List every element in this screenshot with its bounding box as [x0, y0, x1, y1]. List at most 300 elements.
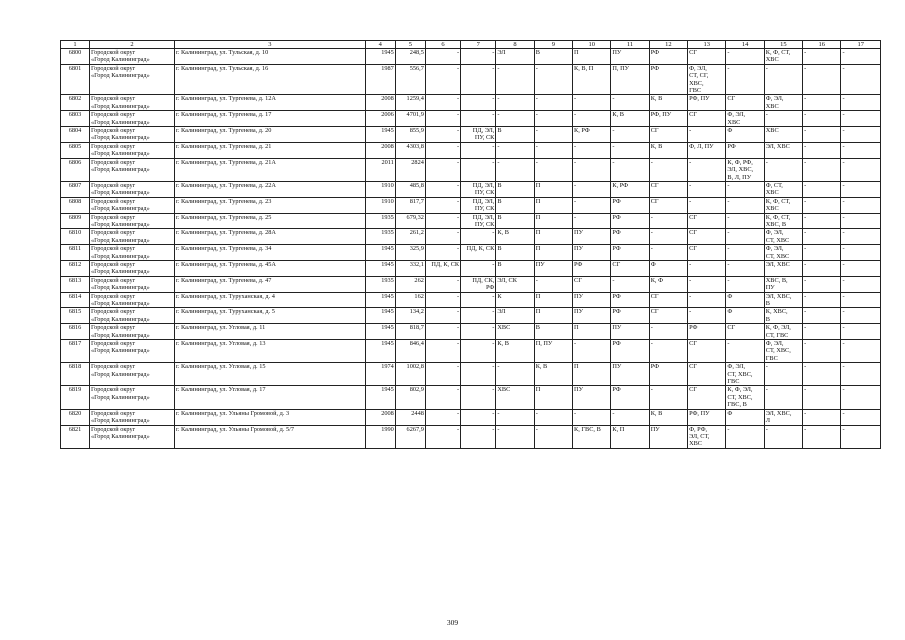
col15-cell: К, ХВС, В	[764, 308, 802, 324]
col13-cell: -	[688, 158, 726, 181]
column-number-header: 7	[461, 41, 496, 49]
col8-cell: В	[496, 213, 534, 229]
build-year-cell: 1974	[365, 363, 395, 386]
col10-cell: -	[573, 95, 611, 111]
area-cell: 679,32	[395, 213, 425, 229]
col6-cell: -	[425, 363, 460, 386]
col12-cell: ПУ	[649, 425, 687, 448]
col14-cell: Ф	[726, 127, 764, 143]
col8-cell: -	[496, 363, 534, 386]
col16-cell: -	[803, 111, 841, 127]
col17-cell: -	[841, 111, 881, 127]
area-cell: 818,7	[395, 324, 425, 340]
col10-cell: РФ	[573, 260, 611, 276]
col14-cell: Ф, ЭЛ, ХВС	[726, 111, 764, 127]
col15-cell: ЭЛ, ХВС, Л	[764, 409, 802, 425]
col6-cell: -	[425, 181, 460, 197]
col13-cell: -	[688, 308, 726, 324]
col9-cell: -	[534, 425, 572, 448]
col7-cell: -	[461, 308, 496, 324]
col10-cell: ПУ	[573, 308, 611, 324]
col11-cell: К, РФ	[611, 181, 649, 197]
row-id-cell: 6803	[61, 111, 90, 127]
col11-cell: ПУ	[611, 363, 649, 386]
col13-cell: -	[688, 292, 726, 308]
col9-cell: -	[534, 95, 572, 111]
col11-cell: СГ	[611, 260, 649, 276]
row-id-cell: 6814	[61, 292, 90, 308]
col6-cell: -	[425, 340, 460, 363]
col17-cell: -	[841, 181, 881, 197]
col6-cell: -	[425, 197, 460, 213]
table-row	[61, 127, 881, 143]
build-year-cell: 1945	[365, 245, 395, 261]
col10-cell: ПУ	[573, 245, 611, 261]
table-row	[61, 245, 881, 261]
col12-cell: К, В	[649, 95, 687, 111]
col16-cell: -	[803, 340, 841, 363]
area-cell: 262	[395, 276, 425, 292]
row-id-cell: 6810	[61, 229, 90, 245]
col10-cell: -	[573, 111, 611, 127]
col6-cell: -	[425, 95, 460, 111]
column-number-header: 11	[611, 41, 649, 49]
municipality-cell: Городской округ «Город Калининград»	[90, 213, 175, 229]
col14-cell: -	[726, 181, 764, 197]
col16-cell: -	[803, 245, 841, 261]
address-cell: г. Калининград, ул. Тургенева, д. 45А	[175, 260, 366, 276]
col15-cell: К, Ф, СТ, ХВС	[764, 49, 802, 65]
area-cell: 1002,8	[395, 363, 425, 386]
col16-cell: -	[803, 276, 841, 292]
col13-cell: СГ	[688, 111, 726, 127]
col8-cell: К, В	[496, 229, 534, 245]
col9-cell: П	[534, 229, 572, 245]
col8-cell: В	[496, 260, 534, 276]
col12-cell: К, В	[649, 409, 687, 425]
address-cell: г. Калининград, ул. Тургенева, д. 21А	[175, 158, 366, 181]
column-number-header: 10	[573, 41, 611, 49]
municipality-cell: Городской округ «Город Калининград»	[90, 260, 175, 276]
col11-cell: К, В	[611, 111, 649, 127]
col10-cell: -	[573, 158, 611, 181]
col8-cell: ЭЛ	[496, 308, 534, 324]
row-id-cell: 6816	[61, 324, 90, 340]
col8-cell: ХВС	[496, 324, 534, 340]
col11-cell: ПУ	[611, 49, 649, 65]
col15-cell: К, Ф, СТ, ХВС, В	[764, 213, 802, 229]
col10-cell: К, В, П	[573, 64, 611, 95]
col17-cell: -	[841, 308, 881, 324]
col7-cell: -	[461, 260, 496, 276]
col16-cell: -	[803, 95, 841, 111]
col11-cell: П, ПУ	[611, 64, 649, 95]
col17-cell: -	[841, 197, 881, 213]
col7-cell: -	[461, 409, 496, 425]
col17-cell: -	[841, 324, 881, 340]
col17-cell: -	[841, 276, 881, 292]
row-id-cell: 6812	[61, 260, 90, 276]
col10-cell: -	[573, 409, 611, 425]
column-number-header: 5	[395, 41, 425, 49]
address-cell: г. Калининград, ул. Тургенева, д. 25	[175, 213, 366, 229]
municipality-cell: Городской округ «Город Калининград»	[90, 197, 175, 213]
col17-cell: -	[841, 142, 881, 158]
col15-cell: -	[764, 363, 802, 386]
build-year-cell: 2006	[365, 111, 395, 127]
col13-cell: РФ, ПУ	[688, 409, 726, 425]
row-id-cell: 6807	[61, 181, 90, 197]
register-table	[60, 40, 881, 449]
address-cell: г. Калининград, ул. Угловая, д. 17	[175, 386, 366, 409]
col17-cell: -	[841, 386, 881, 409]
address-cell: г. Калининград, ул. Тульская, д. 10	[175, 49, 366, 65]
col11-cell: -	[611, 95, 649, 111]
col12-cell: РФ, ПУ	[649, 111, 687, 127]
col7-cell: ПД, ЭЛ, ПУ, СК	[461, 181, 496, 197]
area-cell: 261,2	[395, 229, 425, 245]
col14-cell: -	[726, 197, 764, 213]
col9-cell: П	[534, 181, 572, 197]
table-row	[61, 276, 881, 292]
col13-cell: СГ	[688, 213, 726, 229]
municipality-cell: Городской округ «Город Калининград»	[90, 95, 175, 111]
col14-cell: -	[726, 425, 764, 448]
col6-cell: -	[425, 64, 460, 95]
col9-cell: -	[534, 64, 572, 95]
col14-cell: -	[726, 276, 764, 292]
col10-cell: ПУ	[573, 292, 611, 308]
col12-cell: К, В	[649, 142, 687, 158]
col13-cell: СГ	[688, 363, 726, 386]
col11-cell: РФ	[611, 308, 649, 324]
table-row	[61, 142, 881, 158]
col17-cell: -	[841, 245, 881, 261]
build-year-cell: 1935	[365, 276, 395, 292]
col13-cell: СГ	[688, 340, 726, 363]
table-row	[61, 49, 881, 65]
address-cell: г. Калининград, ул. Тургенева, д. 28А	[175, 229, 366, 245]
col17-cell: -	[841, 64, 881, 95]
municipality-cell: Городской округ «Город Калининград»	[90, 363, 175, 386]
col13-cell: Ф, РФ, ЭЛ, СТ, ХВС	[688, 425, 726, 448]
column-number-row	[61, 41, 881, 49]
col12-cell: СГ	[649, 292, 687, 308]
col7-cell: -	[461, 324, 496, 340]
table-row	[61, 425, 881, 448]
col16-cell: -	[803, 64, 841, 95]
build-year-cell: 1935	[365, 213, 395, 229]
col14-cell: Ф	[726, 292, 764, 308]
col9-cell: П	[534, 386, 572, 409]
col8-cell: -	[496, 409, 534, 425]
col16-cell: -	[803, 425, 841, 448]
municipality-cell: Городской округ «Город Калининград»	[90, 425, 175, 448]
municipality-cell: Городской округ «Город Калининград»	[90, 111, 175, 127]
col17-cell: -	[841, 213, 881, 229]
col14-cell: Ф	[726, 308, 764, 324]
col9-cell: П	[534, 245, 572, 261]
col16-cell: -	[803, 213, 841, 229]
col6-cell: ПД, К, СК	[425, 260, 460, 276]
build-year-cell: 1990	[365, 425, 395, 448]
build-year-cell: 1945	[365, 127, 395, 143]
col8-cell: -	[496, 425, 534, 448]
table-row	[61, 158, 881, 181]
col10-cell: СГ	[573, 276, 611, 292]
col10-cell: -	[573, 213, 611, 229]
area-cell: 802,9	[395, 386, 425, 409]
col14-cell: -	[726, 213, 764, 229]
build-year-cell: 2008	[365, 95, 395, 111]
table-row	[61, 111, 881, 127]
col6-cell: -	[425, 308, 460, 324]
col6-cell: -	[425, 142, 460, 158]
col17-cell: -	[841, 49, 881, 65]
col7-cell: -	[461, 292, 496, 308]
col15-cell: Ф, ЭЛ, СТ, ХВС	[764, 245, 802, 261]
col8-cell: В	[496, 127, 534, 143]
table-row	[61, 95, 881, 111]
col6-cell: -	[425, 158, 460, 181]
area-cell: 4303,8	[395, 142, 425, 158]
column-number-header: 9	[534, 41, 572, 49]
municipality-cell: Городской округ «Город Калининград»	[90, 340, 175, 363]
table-row	[61, 409, 881, 425]
col15-cell: -	[764, 425, 802, 448]
table-row	[61, 181, 881, 197]
col6-cell: -	[425, 245, 460, 261]
municipality-cell: Городской округ «Город Калининград»	[90, 49, 175, 65]
table-row	[61, 363, 881, 386]
municipality-cell: Городской округ «Город Калининград»	[90, 181, 175, 197]
col6-cell: -	[425, 111, 460, 127]
col9-cell: -	[534, 276, 572, 292]
col11-cell: -	[611, 158, 649, 181]
col15-cell: ЭЛ, ХВС, В	[764, 292, 802, 308]
col13-cell: СГ	[688, 229, 726, 245]
col6-cell: -	[425, 229, 460, 245]
col11-cell: РФ	[611, 292, 649, 308]
col6-cell: -	[425, 49, 460, 65]
col9-cell: -	[534, 127, 572, 143]
area-cell: 2824	[395, 158, 425, 181]
col11-cell: РФ	[611, 229, 649, 245]
col12-cell: -	[649, 386, 687, 409]
col16-cell: -	[803, 292, 841, 308]
row-id-cell: 6819	[61, 386, 90, 409]
address-cell: г. Калининград, ул. Тульская, д. 16	[175, 64, 366, 95]
area-cell: 1259,4	[395, 95, 425, 111]
col9-cell: В	[534, 49, 572, 65]
col9-cell: П	[534, 197, 572, 213]
area-cell: 556,7	[395, 64, 425, 95]
build-year-cell: 2011	[365, 158, 395, 181]
col9-cell: К, В	[534, 363, 572, 386]
col15-cell: Ф, ЭЛ, СТ, ХВС, ГВС	[764, 340, 802, 363]
col12-cell: СГ	[649, 197, 687, 213]
col7-cell: -	[461, 363, 496, 386]
col11-cell: РФ	[611, 245, 649, 261]
col8-cell: ЭЛ, СК	[496, 276, 534, 292]
column-number-header: 16	[803, 41, 841, 49]
row-id-cell: 6820	[61, 409, 90, 425]
column-number-header: 4	[365, 41, 395, 49]
col14-cell: Ф, ЭЛ, СТ, ХВС, ГВС	[726, 363, 764, 386]
area-cell: 4701,9	[395, 111, 425, 127]
row-id-cell: 6802	[61, 95, 90, 111]
col7-cell: -	[461, 64, 496, 95]
col11-cell: ПУ	[611, 324, 649, 340]
col16-cell: -	[803, 229, 841, 245]
col12-cell: К, Ф	[649, 276, 687, 292]
col10-cell: П	[573, 324, 611, 340]
col9-cell: -	[534, 409, 572, 425]
row-id-cell: 6815	[61, 308, 90, 324]
area-cell: 162	[395, 292, 425, 308]
table-row	[61, 64, 881, 95]
area-cell: 332,1	[395, 260, 425, 276]
build-year-cell: 2008	[365, 409, 395, 425]
col10-cell: П	[573, 363, 611, 386]
municipality-cell: Городской округ «Город Калининград»	[90, 127, 175, 143]
address-cell: г. Калининград, ул. Тургенева, д. 34	[175, 245, 366, 261]
col8-cell: К, В	[496, 340, 534, 363]
column-number-header: 17	[841, 41, 881, 49]
table-row	[61, 260, 881, 276]
col7-cell: -	[461, 158, 496, 181]
col17-cell: -	[841, 340, 881, 363]
page-number: 309	[446, 618, 459, 627]
col12-cell: -	[649, 229, 687, 245]
col10-cell: ПУ	[573, 229, 611, 245]
col15-cell: Ф, ЭЛ, ХВС	[764, 95, 802, 111]
col6-cell: -	[425, 324, 460, 340]
col6-cell: -	[425, 127, 460, 143]
address-cell: г. Калининград, ул. Угловая, д. 11	[175, 324, 366, 340]
col10-cell: К, РФ	[573, 127, 611, 143]
col14-cell: -	[726, 229, 764, 245]
col7-cell: -	[461, 111, 496, 127]
col11-cell: -	[611, 276, 649, 292]
row-id-cell: 6817	[61, 340, 90, 363]
col14-cell: К, Ф, ЭЛ, СТ, ХВС, ГВС, В	[726, 386, 764, 409]
col17-cell: -	[841, 409, 881, 425]
col10-cell: -	[573, 181, 611, 197]
col13-cell: -	[688, 181, 726, 197]
col14-cell: СГ	[726, 324, 764, 340]
build-year-cell: 1935	[365, 229, 395, 245]
column-number-header: 8	[496, 41, 534, 49]
col10-cell: -	[573, 142, 611, 158]
address-cell: г. Калининград, ул. Тургенева, д. 23	[175, 197, 366, 213]
area-cell: 855,9	[395, 127, 425, 143]
address-cell: г. Калининград, ул. Туруханская, д. 5	[175, 308, 366, 324]
column-number-header: 1	[61, 41, 90, 49]
col12-cell: -	[649, 324, 687, 340]
col9-cell: В	[534, 324, 572, 340]
col13-cell: Ф, Л, ПУ	[688, 142, 726, 158]
col6-cell: -	[425, 386, 460, 409]
col14-cell: Ф	[726, 409, 764, 425]
area-cell: 248,5	[395, 49, 425, 65]
column-number-header: 12	[649, 41, 687, 49]
area-cell: 485,8	[395, 181, 425, 197]
row-id-cell: 6800	[61, 49, 90, 65]
col15-cell: ЭЛ, ХВС	[764, 142, 802, 158]
col15-cell: ХВС	[764, 127, 802, 143]
col7-cell: -	[461, 340, 496, 363]
col17-cell: -	[841, 95, 881, 111]
col6-cell: -	[425, 292, 460, 308]
col13-cell: СГ	[688, 49, 726, 65]
col16-cell: -	[803, 181, 841, 197]
col15-cell: К, Ф, ЭЛ, СТ, ГВС	[764, 324, 802, 340]
col6-cell: -	[425, 409, 460, 425]
col17-cell: -	[841, 292, 881, 308]
col14-cell: СГ	[726, 95, 764, 111]
col16-cell: -	[803, 324, 841, 340]
table-row	[61, 229, 881, 245]
col13-cell: -	[688, 276, 726, 292]
area-cell: 846,4	[395, 340, 425, 363]
col10-cell: -	[573, 197, 611, 213]
col7-cell: ПД, ЭЛ, ПУ, СК	[461, 213, 496, 229]
col15-cell: -	[764, 158, 802, 181]
municipality-cell: Городской округ «Город Калининград»	[90, 158, 175, 181]
col17-cell: -	[841, 127, 881, 143]
row-id-cell: 6801	[61, 64, 90, 95]
address-cell: г. Калининград, ул. Ульяны Громовой, д. 3	[175, 409, 366, 425]
col6-cell: -	[425, 425, 460, 448]
area-cell: 817,7	[395, 197, 425, 213]
col13-cell: Ф, ЭЛ, СТ, СГ, ХВС, ГВС	[688, 64, 726, 95]
row-id-cell: 6806	[61, 158, 90, 181]
col6-cell: -	[425, 276, 460, 292]
col9-cell: -	[534, 111, 572, 127]
col8-cell: ХВС	[496, 386, 534, 409]
table-row	[61, 324, 881, 340]
col15-cell: Ф, ЭЛ, СТ, ХВС	[764, 229, 802, 245]
municipality-cell: Городской округ «Город Калининград»	[90, 324, 175, 340]
col16-cell: -	[803, 386, 841, 409]
build-year-cell: 1987	[365, 64, 395, 95]
row-id-cell: 6808	[61, 197, 90, 213]
col8-cell: К	[496, 292, 534, 308]
col16-cell: -	[803, 158, 841, 181]
col17-cell: -	[841, 229, 881, 245]
col16-cell: -	[803, 363, 841, 386]
column-number-header: 15	[764, 41, 802, 49]
col10-cell: -	[573, 340, 611, 363]
build-year-cell: 1945	[365, 340, 395, 363]
col11-cell: РФ	[611, 197, 649, 213]
col12-cell: -	[649, 158, 687, 181]
col12-cell: Ф	[649, 260, 687, 276]
table-row	[61, 292, 881, 308]
col8-cell: -	[496, 95, 534, 111]
col8-cell: В	[496, 245, 534, 261]
col9-cell: -	[534, 142, 572, 158]
col13-cell: СГ	[688, 245, 726, 261]
build-year-cell: 1945	[365, 49, 395, 65]
col17-cell: -	[841, 260, 881, 276]
area-cell: 6267,9	[395, 425, 425, 448]
build-year-cell: 1910	[365, 181, 395, 197]
col7-cell: ПД, К, СК	[461, 245, 496, 261]
address-cell: г. Калининград, ул. Тургенева, д. 20	[175, 127, 366, 143]
col9-cell: П	[534, 292, 572, 308]
